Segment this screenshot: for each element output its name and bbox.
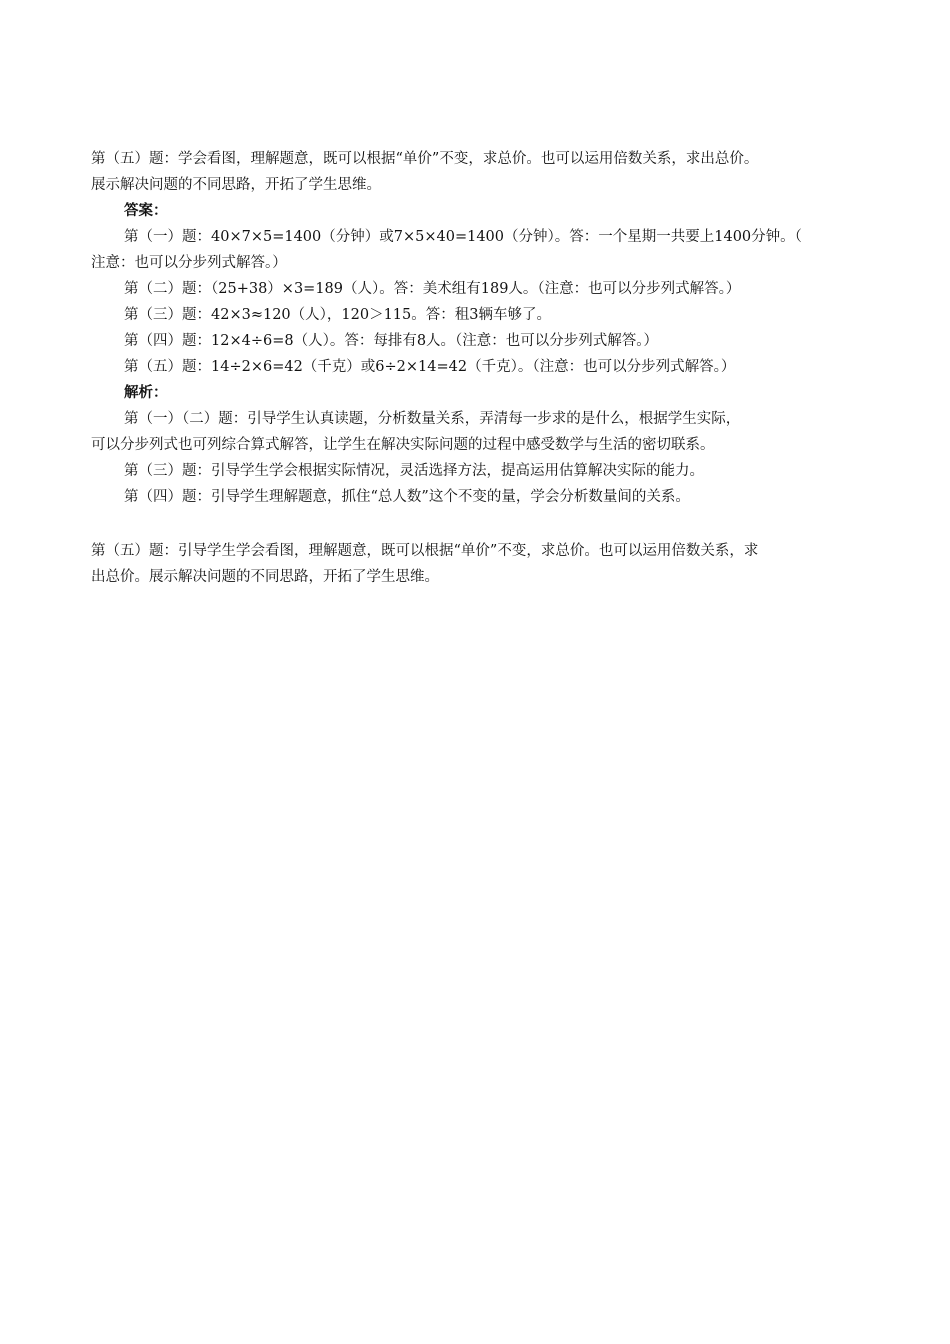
document-page <box>91 146 863 590</box>
paragraph-gap <box>91 510 863 538</box>
answer-q5: 第（五）题：14÷2×6=42（千克）或6÷2×14=42（千克）。（注意：也可以分步列式解答。） <box>124 359 736 375</box>
analysis-q12-line-2: 可以分步列式也可列综合算式解答，让学生在解决实际问题的过程中感受数学与生活的密切联系。 <box>91 437 715 453</box>
answer-q1-line-2: 注意：也可以分步列式解答。） <box>91 255 287 271</box>
intro-line-2: 展示解决问题的不同思路，开拓了学生思维。 <box>91 177 381 193</box>
answer-q4: 第（四）题：12×4÷6=8（人）。答：每排有8人。（注意：也可以分步列式解答。） <box>124 333 659 349</box>
analysis-q5-line-1: 第（五）题：引导学生学会看图，理解题意，既可以根据“单价”不变，求总价。也可以运用倍数关系，求 <box>91 543 759 559</box>
analysis-q12-line-1: 第（一）（二）题：引导学生认真读题，分析数量关系，弄清每一步求的是什么，根据学生实际， <box>124 411 741 427</box>
analysis-q3: 第（三）题：引导学生学会根据实际情况，灵活选择方法，提高运用估算解决实际的能力。 <box>124 463 704 479</box>
answers-heading: 答案： <box>124 203 168 219</box>
answer-q2: 第（二）题：（25+38）×3=189（人）。答：美术组有189人。（注意：也可以分步列式解答。） <box>124 281 741 297</box>
answer-q1-line-1: 第（一）题：40×7×5=1400（分钟）或7×5×40=1400（分钟）。答：一个星期一共要上1400分钟。（ <box>124 229 802 245</box>
analysis-heading: 解析： <box>124 385 168 401</box>
analysis-q4: 第（四）题：引导学生理解题意，抓住“总人数”这个不变的量，学会分析数量间的关系。 <box>124 489 690 505</box>
analysis-q5-line-2: 出总价。展示解决问题的不同思路，开拓了学生思维。 <box>91 569 439 585</box>
intro-line-1: 第（五）题：学会看图，理解题意，既可以根据“单价”不变，求总价。也可以运用倍数关系，求出总价。 <box>91 151 759 167</box>
answer-q3: 第（三）题：42×3≈120（人），120＞115。答：租3辆车够了。 <box>124 307 551 323</box>
